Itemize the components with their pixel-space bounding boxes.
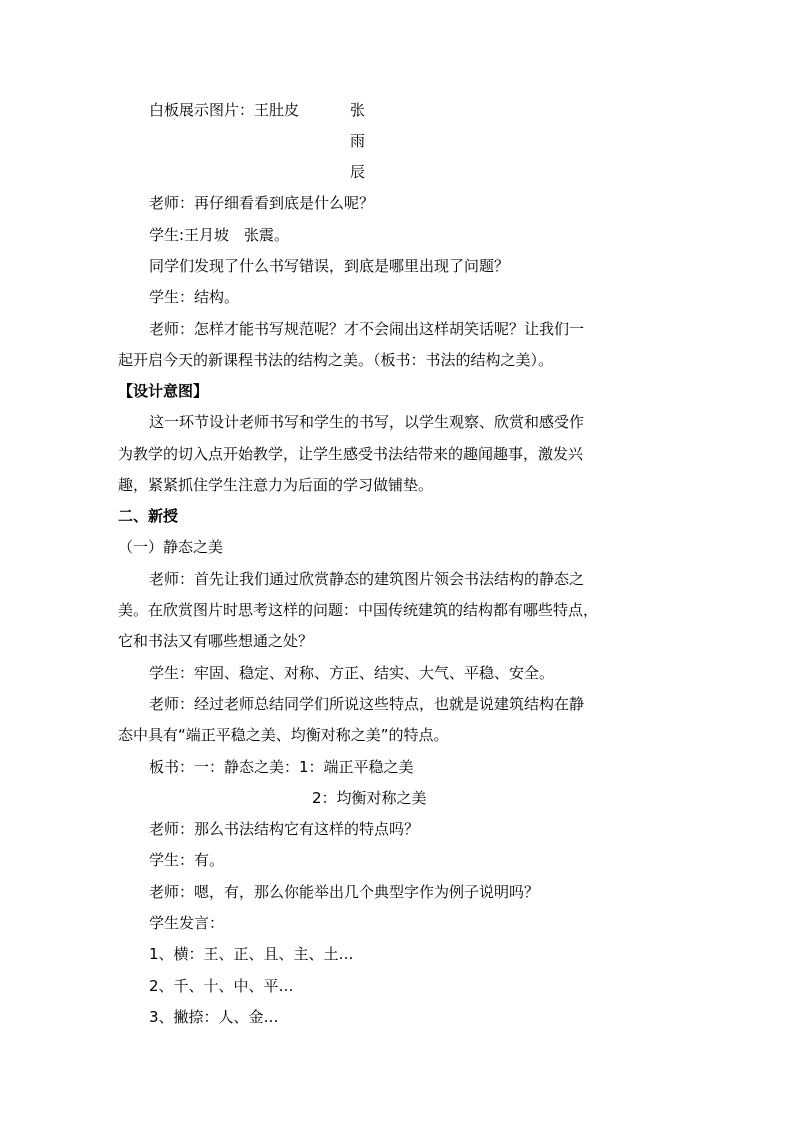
- paragraph-line: 同学们发现了什么书写错误，到底是哪里出现了问题？: [149, 257, 510, 275]
- paragraph-line: 老师：再仔细看看到底是什么呢？: [149, 194, 375, 212]
- paragraph-line: 它和书法又有哪些想通之处？: [118, 632, 314, 650]
- paragraph-line: 学生：牢固、稳定、对称、方正、结实、大气、平稳、安全。: [149, 664, 555, 682]
- paragraph-line: 老师：经过老师总结同学们所说这些特点，也就是说建筑结构在静: [149, 695, 585, 713]
- section-heading: 【设计意图】: [118, 382, 209, 400]
- paragraph-line: 老师：怎样才能书写规范呢？才不会闹出这样胡笑话呢？让我们一: [149, 320, 585, 338]
- blackboard-line: 板书：一：静态之美：1：端正平稳之美: [149, 758, 414, 776]
- vertical-char: 张: [350, 101, 366, 119]
- list-item: 3、撇捺：人、金…: [149, 1008, 279, 1026]
- paragraph-line: 学生:王月坡 张震。: [149, 226, 290, 244]
- paragraph-line: 趣，紧紧抓住学生注意力为后面的学习做铺垫。: [118, 476, 434, 494]
- blackboard-line: 2：均衡对称之美: [312, 789, 427, 807]
- vertical-char: 辰: [350, 163, 366, 181]
- subsection-heading: （一）静态之美: [118, 538, 224, 556]
- paragraph-line: 美。在欣赏图片时思考这样的问题：中国传统建筑的结构都有哪些特点，: [118, 601, 599, 619]
- paragraph-line: 老师：首先让我们通过欣赏静态的建筑图片领会书法结构的静态之: [149, 570, 585, 588]
- paragraph-line: 学生：有。: [149, 851, 225, 869]
- paragraph-line: 起开启今天的新课程书法的结构之美。（板书：书法的结构之美）。: [118, 351, 554, 369]
- list-item: 2、千、十、中、平…: [149, 977, 294, 995]
- section-heading: 二、新授: [118, 507, 179, 525]
- paragraph-line: 这一环节设计老师书写和学生的书写，以学生观察、欣赏和感受作: [149, 413, 585, 431]
- paragraph-line: 为教学的切入点开始教学，让学生感受书法结带来的趣闻趣事，激发兴: [118, 445, 584, 463]
- list-item: 1、横：王、正、且、主、土…: [149, 945, 354, 963]
- vertical-char: 雨: [350, 132, 366, 150]
- paragraph-line: 态中具有“端正平稳之美、均衡对称之美”的特点。: [118, 726, 449, 744]
- paragraph-line: 老师：那么书法结构它有这样的特点吗？: [149, 820, 420, 838]
- paragraph-line: 学生：结构。: [149, 288, 240, 306]
- whiteboard-label: 白板展示图片：王肚皮: [149, 101, 300, 119]
- paragraph-line: 学生发言：: [149, 914, 225, 932]
- paragraph-line: 老师：嗯，有，那么你能举出几个典型字作为例子说明吗？: [149, 883, 540, 901]
